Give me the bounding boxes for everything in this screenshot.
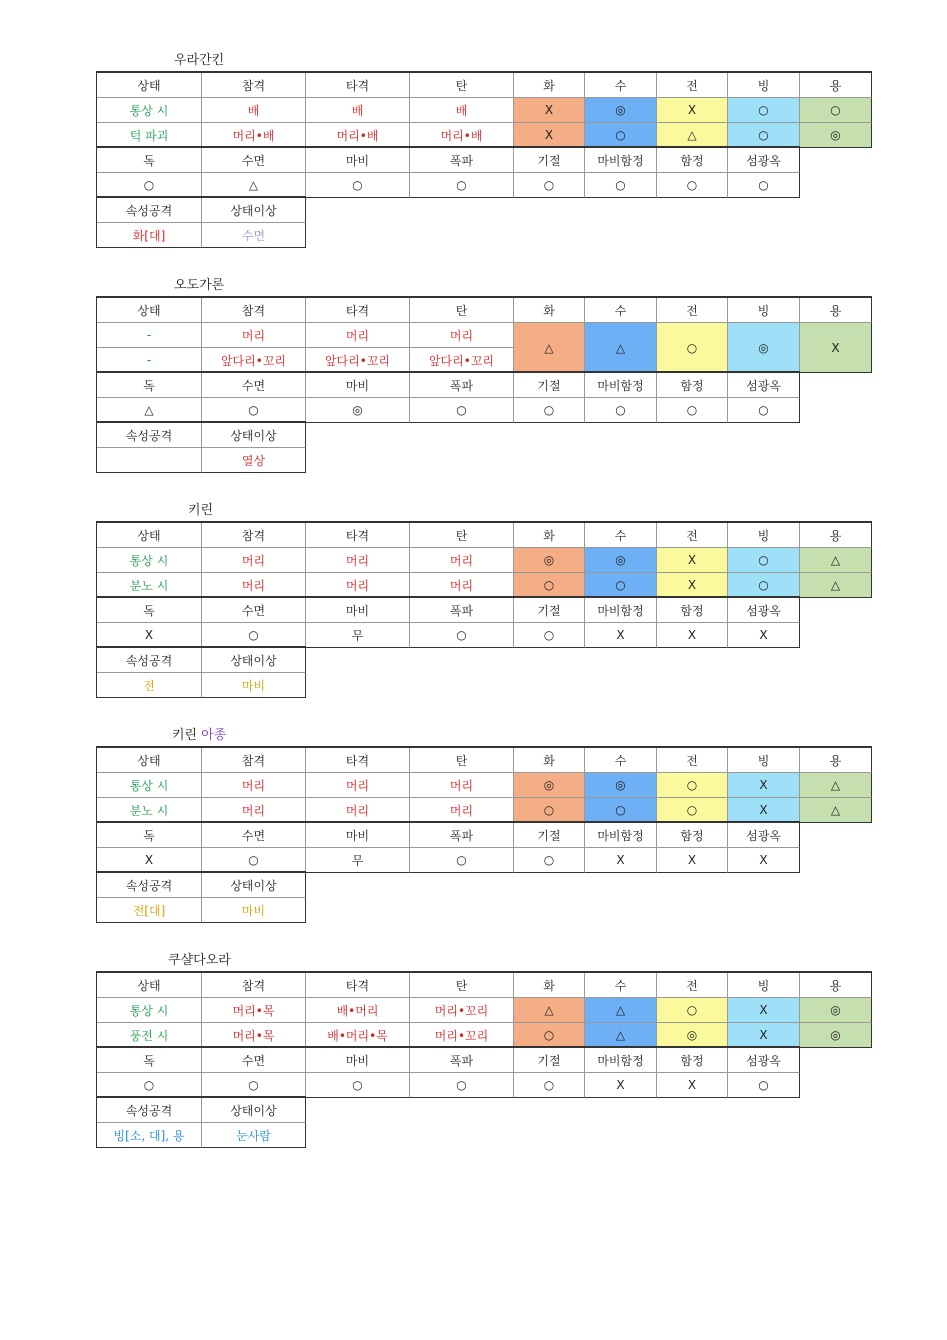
state-cell: - xyxy=(97,348,202,373)
ice-cell: ◎ xyxy=(728,323,800,373)
state-cell: 통상 시 xyxy=(97,98,202,123)
header-pitfall-trap: 함정 xyxy=(657,598,728,623)
cut-cell: 머리 xyxy=(202,548,306,573)
header-state: 상태 xyxy=(97,298,202,323)
impact-cell: 배 xyxy=(306,98,410,123)
cut-cell: 머리 xyxy=(202,573,306,598)
status-value: ○ xyxy=(410,1073,514,1098)
ice-cell: X xyxy=(728,773,800,798)
cut-cell: 머리 xyxy=(202,773,306,798)
cut-cell: 머리•배 xyxy=(202,123,306,148)
header-stun: 기절 xyxy=(514,823,585,848)
status-value: X xyxy=(728,848,800,873)
status-value: X xyxy=(657,848,728,873)
header-shock-trap: 마비함정 xyxy=(585,823,657,848)
fire-cell: X xyxy=(514,98,585,123)
header-cut: 참격 xyxy=(202,973,306,998)
status-value: ○ xyxy=(97,173,202,198)
state-cell: 통상 시 xyxy=(97,773,202,798)
header-element-attack: 속성공격 xyxy=(97,873,202,898)
header-fire: 화 xyxy=(514,748,585,773)
header-thunder: 전 xyxy=(657,973,728,998)
attack-table xyxy=(96,421,306,473)
attack-table xyxy=(96,871,306,923)
ice-cell: ○ xyxy=(728,98,800,123)
shot-cell: 배 xyxy=(410,98,514,123)
status-value: 무 xyxy=(306,623,410,648)
header-impact: 타격 xyxy=(306,973,410,998)
header-paralysis: 마비 xyxy=(306,373,410,398)
header-paralysis: 마비 xyxy=(306,148,410,173)
header-blast: 폭파 xyxy=(410,148,514,173)
status-ailment-value: 마비 xyxy=(202,898,306,923)
thunder-cell: X xyxy=(657,548,728,573)
status-value: X xyxy=(585,848,657,873)
weakness-table xyxy=(96,521,872,598)
water-cell: △ xyxy=(585,323,657,373)
impact-cell: 머리 xyxy=(306,773,410,798)
header-paralysis: 마비 xyxy=(306,823,410,848)
header-element-attack: 속성공격 xyxy=(97,648,202,673)
weakness-table xyxy=(96,746,872,823)
header-pitfall-trap: 함정 xyxy=(657,823,728,848)
header-element-attack: 속성공격 xyxy=(97,1098,202,1123)
header-dragon: 용 xyxy=(800,73,872,98)
header-shock-trap: 마비함정 xyxy=(585,148,657,173)
dragon-cell: △ xyxy=(800,798,872,823)
shot-cell: 머리 xyxy=(410,573,514,598)
thunder-cell: △ xyxy=(657,123,728,148)
element-attack-value: 빙[소, 대], 용 xyxy=(97,1123,202,1148)
header-shot: 탄 xyxy=(410,298,514,323)
header-poison: 독 xyxy=(97,373,202,398)
header-impact: 타격 xyxy=(306,523,410,548)
header-shot: 탄 xyxy=(410,973,514,998)
state-cell: 분노 시 xyxy=(97,573,202,598)
header-flash-bomb: 섬광옥 xyxy=(728,823,800,848)
header-dragon: 용 xyxy=(800,298,872,323)
header-shot: 탄 xyxy=(410,748,514,773)
header-pitfall-trap: 함정 xyxy=(657,148,728,173)
ice-cell: X xyxy=(728,798,800,823)
status-ailment-value: 마비 xyxy=(202,673,306,698)
cut-cell: 머리 xyxy=(202,323,306,348)
header-shock-trap: 마비함정 xyxy=(585,1048,657,1073)
header-sleep: 수면 xyxy=(202,823,306,848)
status-value: X xyxy=(585,1073,657,1098)
header-water: 수 xyxy=(585,298,657,323)
shot-cell: 머리 xyxy=(410,323,514,348)
header-stun: 기절 xyxy=(514,1048,585,1073)
status-value: ○ xyxy=(97,1073,202,1098)
attack-table xyxy=(96,196,306,248)
shot-cell: 앞다리•꼬리 xyxy=(410,348,514,373)
header-state: 상태 xyxy=(97,973,202,998)
header-paralysis: 마비 xyxy=(306,1048,410,1073)
element-attack-value: 화[대] xyxy=(97,223,202,248)
impact-cell: 머리 xyxy=(306,798,410,823)
status-value: ○ xyxy=(410,173,514,198)
weakness-table xyxy=(96,971,872,1048)
ice-cell: ○ xyxy=(728,123,800,148)
status-value: X xyxy=(585,623,657,648)
monster-name: 오도가론 xyxy=(174,278,225,293)
header-stun: 기절 xyxy=(514,148,585,173)
status-value: ○ xyxy=(202,398,306,423)
fire-cell: ○ xyxy=(514,798,585,823)
header-ice: 빙 xyxy=(728,748,800,773)
header-pitfall-trap: 함정 xyxy=(657,373,728,398)
impact-cell: 배•머리 xyxy=(306,998,410,1023)
status-value: 무 xyxy=(306,848,410,873)
cut-cell: 배 xyxy=(202,98,306,123)
element-attack-value: 전[대] xyxy=(97,898,202,923)
dragon-cell: X xyxy=(800,323,872,373)
cut-cell: 앞다리•꼬리 xyxy=(202,348,306,373)
state-cell: - xyxy=(97,323,202,348)
weakness-table xyxy=(96,71,872,148)
monster-name: 쿠샬다오라 xyxy=(168,953,231,968)
header-water: 수 xyxy=(585,973,657,998)
header-poison: 독 xyxy=(97,823,202,848)
state-cell: 통상 시 xyxy=(97,548,202,573)
header-state: 상태 xyxy=(97,748,202,773)
status-ailment-value: 눈사람 xyxy=(202,1123,306,1148)
water-cell: △ xyxy=(585,998,657,1023)
thunder-cell: X xyxy=(657,573,728,598)
header-cut: 참격 xyxy=(202,298,306,323)
dragon-cell: ◎ xyxy=(800,123,872,148)
cut-cell: 머리•목 xyxy=(202,998,306,1023)
impact-cell: 배•머리•목 xyxy=(306,1023,410,1048)
thunder-cell: ○ xyxy=(657,773,728,798)
status-table xyxy=(96,146,800,198)
header-ice: 빙 xyxy=(728,298,800,323)
status-value: ○ xyxy=(514,1073,585,1098)
status-value: ○ xyxy=(202,623,306,648)
shot-cell: 머리 xyxy=(410,798,514,823)
fire-cell: X xyxy=(514,123,585,148)
header-fire: 화 xyxy=(514,73,585,98)
monster-name: 키린 아종 xyxy=(172,728,227,743)
header-stun: 기절 xyxy=(514,373,585,398)
status-value: ○ xyxy=(728,398,800,423)
dragon-cell: ◎ xyxy=(800,1023,872,1048)
status-value: ○ xyxy=(410,623,514,648)
header-status-ailment: 상태이상 xyxy=(202,648,306,673)
header-fire: 화 xyxy=(514,973,585,998)
header-sleep: 수면 xyxy=(202,598,306,623)
state-cell: 턱 파괴 xyxy=(97,123,202,148)
header-dragon: 용 xyxy=(800,748,872,773)
header-shot: 탄 xyxy=(410,523,514,548)
header-poison: 독 xyxy=(97,598,202,623)
header-thunder: 전 xyxy=(657,748,728,773)
header-dragon: 용 xyxy=(800,973,872,998)
status-value: ○ xyxy=(306,1073,410,1098)
header-cut: 참격 xyxy=(202,748,306,773)
status-ailment-value: 열상 xyxy=(202,448,306,473)
status-value: ○ xyxy=(585,173,657,198)
state-cell: 풍전 시 xyxy=(97,1023,202,1048)
header-poison: 독 xyxy=(97,1048,202,1073)
monster-name: 키린 xyxy=(188,503,214,518)
header-thunder: 전 xyxy=(657,523,728,548)
header-ice: 빙 xyxy=(728,523,800,548)
thunder-cell: ◎ xyxy=(657,1023,728,1048)
status-value: ○ xyxy=(514,173,585,198)
status-value: ○ xyxy=(410,848,514,873)
header-sleep: 수면 xyxy=(202,148,306,173)
water-cell: ○ xyxy=(585,123,657,148)
status-value: X xyxy=(97,848,202,873)
impact-cell: 앞다리•꼬리 xyxy=(306,348,410,373)
header-impact: 타격 xyxy=(306,748,410,773)
header-flash-bomb: 섬광옥 xyxy=(728,598,800,623)
water-cell: ○ xyxy=(585,573,657,598)
header-status-ailment: 상태이상 xyxy=(202,423,306,448)
status-value: △ xyxy=(202,173,306,198)
water-cell: ◎ xyxy=(585,548,657,573)
header-fire: 화 xyxy=(514,298,585,323)
water-cell: ◎ xyxy=(585,773,657,798)
header-shot: 탄 xyxy=(410,73,514,98)
header-state: 상태 xyxy=(97,73,202,98)
status-value: △ xyxy=(97,398,202,423)
status-value: ○ xyxy=(514,623,585,648)
status-value: X xyxy=(728,623,800,648)
status-table xyxy=(96,371,800,423)
header-water: 수 xyxy=(585,73,657,98)
fire-cell: ◎ xyxy=(514,773,585,798)
header-impact: 타격 xyxy=(306,298,410,323)
header-cut: 참격 xyxy=(202,523,306,548)
status-value: ○ xyxy=(514,398,585,423)
fire-cell: ○ xyxy=(514,573,585,598)
fire-cell: △ xyxy=(514,998,585,1023)
header-fire: 화 xyxy=(514,523,585,548)
impact-cell: 머리 xyxy=(306,323,410,348)
dragon-cell: ○ xyxy=(800,98,872,123)
header-flash-bomb: 섬광옥 xyxy=(728,373,800,398)
element-attack-value: 전 xyxy=(97,673,202,698)
header-status-ailment: 상태이상 xyxy=(202,198,306,223)
header-shock-trap: 마비함정 xyxy=(585,598,657,623)
shot-cell: 머리•꼬리 xyxy=(410,998,514,1023)
header-thunder: 전 xyxy=(657,73,728,98)
thunder-cell: ○ xyxy=(657,323,728,373)
status-table xyxy=(96,596,800,648)
weakness-table xyxy=(96,296,872,373)
header-ice: 빙 xyxy=(728,73,800,98)
shot-cell: 머리 xyxy=(410,773,514,798)
header-dragon: 용 xyxy=(800,523,872,548)
attack-table xyxy=(96,1096,306,1148)
status-value: ○ xyxy=(728,1073,800,1098)
element-attack-value xyxy=(97,448,202,473)
state-cell: 분노 시 xyxy=(97,798,202,823)
header-sleep: 수면 xyxy=(202,373,306,398)
subspecies-label: 아종 xyxy=(201,728,227,743)
dragon-cell: △ xyxy=(800,773,872,798)
shot-cell: 머리 xyxy=(410,548,514,573)
fire-cell: ○ xyxy=(514,1023,585,1048)
impact-cell: 머리 xyxy=(306,573,410,598)
header-status-ailment: 상태이상 xyxy=(202,1098,306,1123)
header-blast: 폭파 xyxy=(410,373,514,398)
cut-cell: 머리 xyxy=(202,798,306,823)
header-blast: 폭파 xyxy=(410,823,514,848)
header-thunder: 전 xyxy=(657,298,728,323)
fire-cell: △ xyxy=(514,323,585,373)
ice-cell: ○ xyxy=(728,548,800,573)
status-table xyxy=(96,1046,800,1098)
header-blast: 폭파 xyxy=(410,598,514,623)
status-value: X xyxy=(657,623,728,648)
header-blast: 폭파 xyxy=(410,1048,514,1073)
dragon-cell: ◎ xyxy=(800,998,872,1023)
header-water: 수 xyxy=(585,523,657,548)
status-value: ○ xyxy=(657,398,728,423)
status-ailment-value: 수면 xyxy=(202,223,306,248)
thunder-cell: ○ xyxy=(657,998,728,1023)
status-value: X xyxy=(97,623,202,648)
header-sleep: 수면 xyxy=(202,1048,306,1073)
water-cell: △ xyxy=(585,1023,657,1048)
status-table xyxy=(96,821,800,873)
water-cell: ○ xyxy=(585,798,657,823)
status-value: ○ xyxy=(728,173,800,198)
attack-table xyxy=(96,646,306,698)
header-ice: 빙 xyxy=(728,973,800,998)
status-value: ○ xyxy=(306,173,410,198)
shot-cell: 머리•배 xyxy=(410,123,514,148)
header-water: 수 xyxy=(585,748,657,773)
status-value: ◎ xyxy=(306,398,410,423)
header-poison: 독 xyxy=(97,148,202,173)
ice-cell: X xyxy=(728,998,800,1023)
state-cell: 통상 시 xyxy=(97,998,202,1023)
dragon-cell: △ xyxy=(800,548,872,573)
header-flash-bomb: 섬광옥 xyxy=(728,148,800,173)
ice-cell: ○ xyxy=(728,573,800,598)
status-value: X xyxy=(657,1073,728,1098)
header-element-attack: 속성공격 xyxy=(97,198,202,223)
monster-name: 우라간킨 xyxy=(174,53,225,68)
header-paralysis: 마비 xyxy=(306,598,410,623)
header-shock-trap: 마비함정 xyxy=(585,373,657,398)
header-element-attack: 속성공격 xyxy=(97,423,202,448)
shot-cell: 머리•꼬리 xyxy=(410,1023,514,1048)
water-cell: ◎ xyxy=(585,98,657,123)
ice-cell: X xyxy=(728,1023,800,1048)
cut-cell: 머리•목 xyxy=(202,1023,306,1048)
impact-cell: 머리 xyxy=(306,548,410,573)
status-value: ○ xyxy=(202,1073,306,1098)
header-stun: 기절 xyxy=(514,598,585,623)
header-flash-bomb: 섬광옥 xyxy=(728,1048,800,1073)
impact-cell: 머리•배 xyxy=(306,123,410,148)
header-state: 상태 xyxy=(97,523,202,548)
status-value: ○ xyxy=(410,398,514,423)
header-status-ailment: 상태이상 xyxy=(202,873,306,898)
dragon-cell: △ xyxy=(800,573,872,598)
status-value: ○ xyxy=(202,848,306,873)
status-value: ○ xyxy=(657,173,728,198)
fire-cell: ◎ xyxy=(514,548,585,573)
header-pitfall-trap: 함정 xyxy=(657,1048,728,1073)
status-value: ○ xyxy=(585,398,657,423)
header-impact: 타격 xyxy=(306,73,410,98)
thunder-cell: ○ xyxy=(657,798,728,823)
status-value: ○ xyxy=(514,848,585,873)
thunder-cell: X xyxy=(657,98,728,123)
header-cut: 참격 xyxy=(202,73,306,98)
